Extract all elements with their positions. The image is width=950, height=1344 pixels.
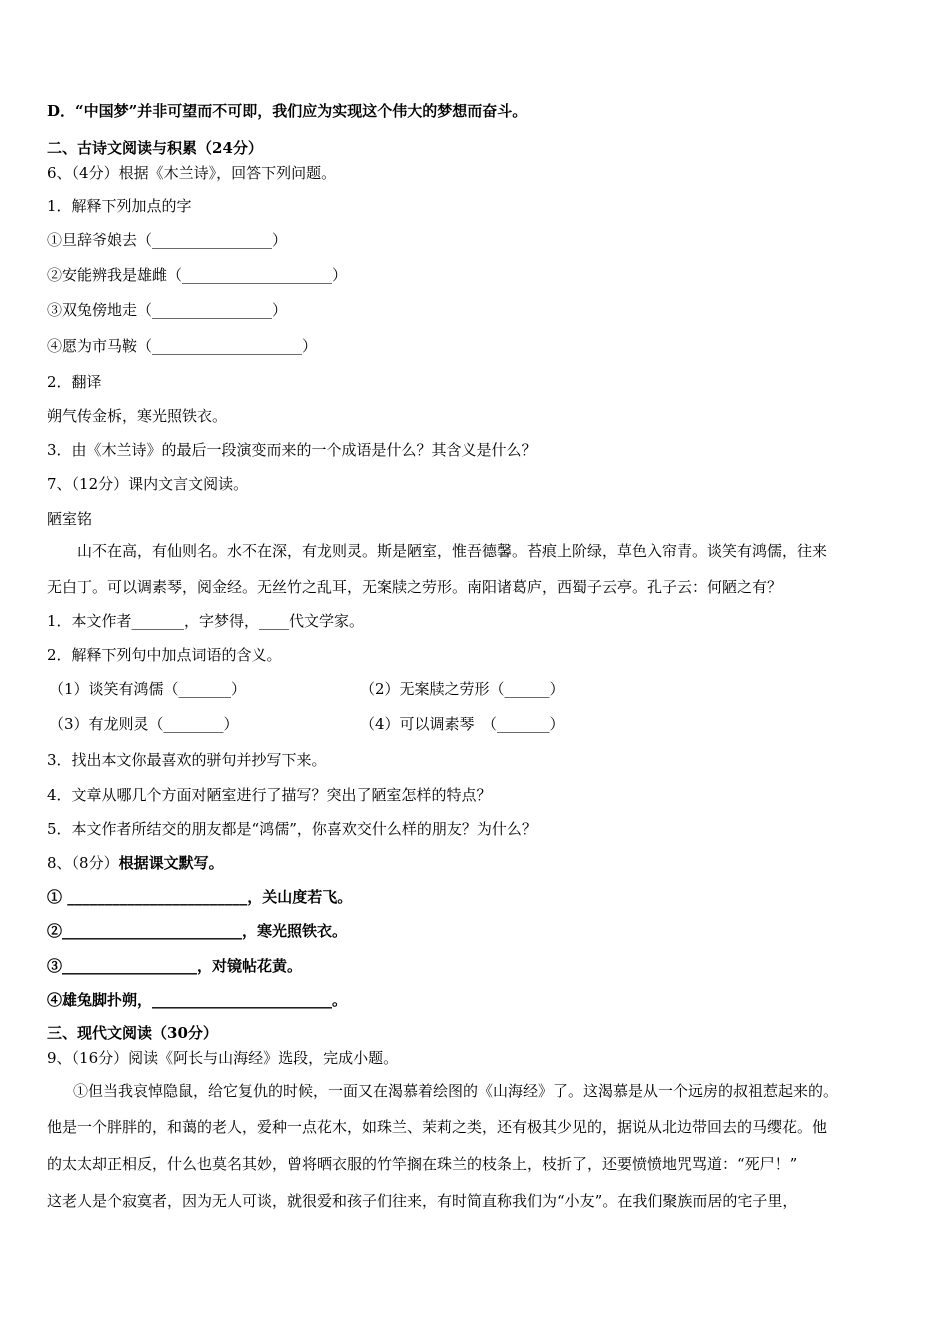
question-6: 6、（4分）根据《木兰诗》，回答下列问题。 <box>47 164 337 182</box>
q7-part2: 2．解释下列句中加点词语的含义。 <box>47 646 282 664</box>
q7-part3: 3．找出本文你最喜欢的骈句并抄写下来。 <box>47 751 327 769</box>
q6-1c: ③双兔傍地走（________________） <box>47 301 288 319</box>
q8-blank-2: ②________________________，寒光照铁衣。 <box>47 922 348 940</box>
q7-2-item1: （1）谈笑有鸿儒（_______） <box>49 680 247 698</box>
question-8 <box>47 853 224 873</box>
question-9: 9、（16分）阅读《阿长与山海经》选段，完成小题。 <box>47 1049 399 1067</box>
section-3-heading: 三、现代文阅读（30分） <box>47 1024 218 1042</box>
passage9-line-4: 这老人是个寂寞者，因为无人可谈，就很爱和孩子们往来，有时简直称我们为“小友”。在我们聚族而居的宅子里， <box>47 1192 798 1210</box>
q7-part1: 1．本文作者_______，字梦得，____代文学家。 <box>47 612 365 630</box>
option-d: D．“中国梦”并非可望而不可即，我们应为实现这个伟大的梦想而奋斗。 <box>47 102 528 120</box>
q7-part5: 5．本文作者所结交的朋友都是“鸿儒”，你喜欢交什么样的朋友？为什么？ <box>47 820 537 838</box>
q8-blank-3: ③__________________，对镜帖花黄。 <box>47 957 303 975</box>
q6-part3: 3．由《木兰诗》的最后一段演变而来的一个成语是什么？其含义是什么？ <box>47 441 537 459</box>
q8-blank-4: ④雄兔脚扑朔，________________________。 <box>47 991 348 1009</box>
passage-line-2: 无白丁。可以调素琴，阅金经。无丝竹之乱耳，无案牍之劳形。南阳诸葛庐，西蜀子云亭。孔子云：何陋之有？ <box>47 578 783 596</box>
q6-1a: ①旦辞爷娘去（________________） <box>47 231 288 249</box>
q6-1d: ④愿为市马鞍（____________________） <box>47 337 318 355</box>
section-2-heading: 二、古诗文阅读与积累（24分） <box>47 139 263 157</box>
q7-2-item4: （4）可以调素琴 （_______） <box>360 715 565 733</box>
passage9-line-2: 他是一个胖胖的，和蔼的老人，爱种一点花木，如珠兰、茉莉之类，还有极其少见的，据说从北边带回去的马缨花。他 <box>47 1118 828 1136</box>
passage9-line-1: ①但当我哀悼隐鼠，给它复仇的时候，一面又在渴慕着绘图的《山海经》了。这渴慕是从一个远房的叔祖惹起来的。 <box>73 1082 839 1100</box>
passage-line-1: 山不在高，有仙则名。水不在深，有龙则灵。斯是陋室，惟吾德馨。苔痕上阶绿，草色入帘青。谈笑有鸿儒，往来 <box>77 542 828 560</box>
q6-part2: 2．翻译 <box>47 373 102 391</box>
passage9-line-3: 的太太却正相反，什么也莫名其妙，曾将晒衣服的竹竿搁在珠兰的枝条上，枝折了，还要愤愤地咒骂道：“死尸！” <box>47 1155 798 1173</box>
q8-blank-1: ① ________________________，关山度若飞。 <box>47 888 353 906</box>
q7-2-item2: （2）无案牍之劳形（______） <box>360 680 565 698</box>
q6-part1: 1．解释下列加点的字 <box>47 197 192 215</box>
q6-2-text: 朔气传金柝，寒光照铁衣。 <box>47 407 228 425</box>
question-7: 7、（12分）课内文言文阅读。 <box>47 475 249 493</box>
q7-part4: 4．文章从哪几个方面对陋室进行了描写？突出了陋室怎样的特点？ <box>47 786 492 804</box>
q6-1b: ②安能辨我是雄雌（____________________） <box>47 266 348 284</box>
q7-2-item3: （3）有龙则灵（________） <box>49 715 239 733</box>
q8-prefix: 8、（8分） <box>47 854 119 872</box>
passage-title: 陋室铭 <box>47 510 93 528</box>
q8-title: 根据课文默写。 <box>118 854 224 872</box>
